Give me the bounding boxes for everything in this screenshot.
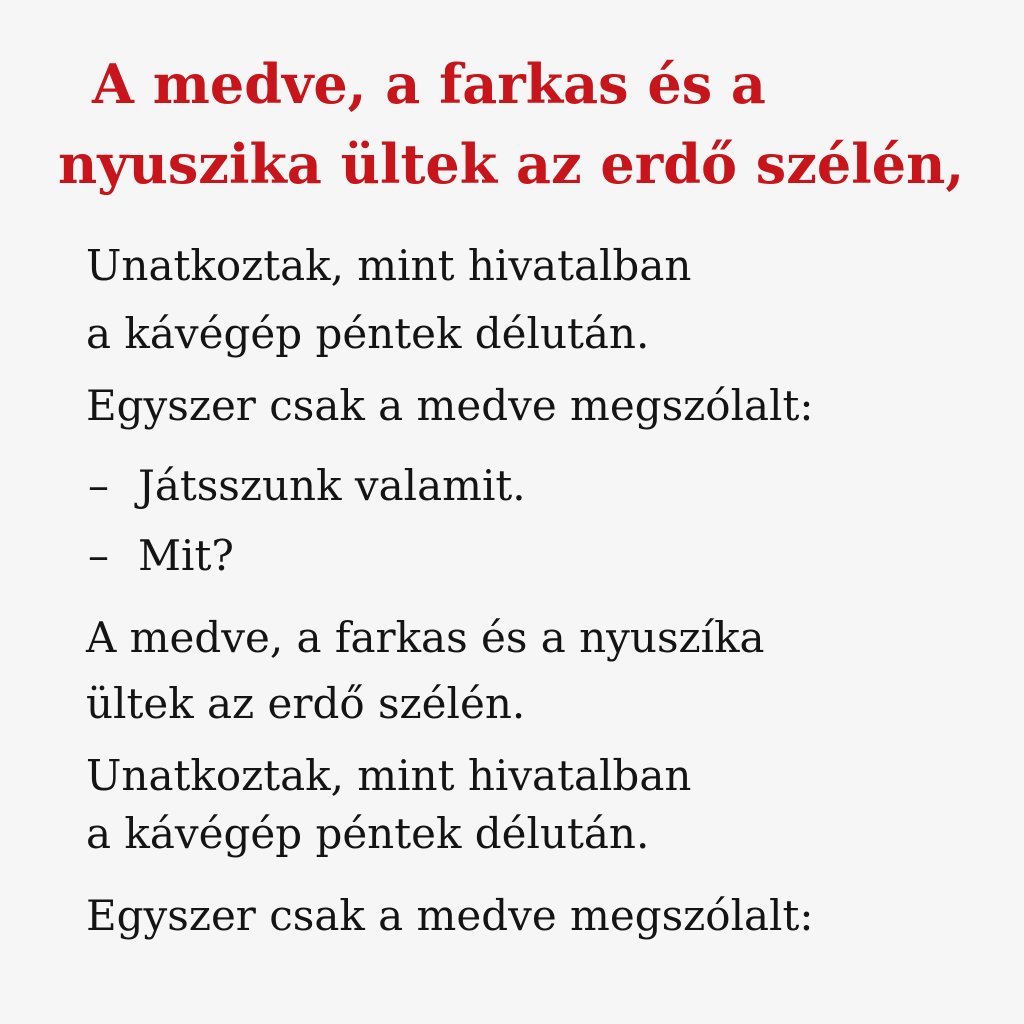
stanza2-line-5: Egyszer csak a medve megszólalt: <box>86 891 814 940</box>
dialogue-dash: – <box>88 531 109 580</box>
stanza1-line-2: a kávégép péntek délután. <box>86 309 650 358</box>
stanza2-line-1: A medve, a farkas és a nyuszíka <box>86 613 765 662</box>
stanza1-line-3: Egyszer csak a medve megszólalt: <box>86 381 814 430</box>
dialogue-text: Mit? <box>138 531 234 580</box>
dialogue-text: Játsszunk valamit. <box>138 461 526 510</box>
stanza2-line-2: ültek az erdő szélén. <box>86 679 526 728</box>
dialogue-line-1 <box>88 458 526 514</box>
stanza2-line-3: Unatkoztak, mint hivatalban <box>86 751 692 800</box>
dialogue-line-2 <box>88 528 234 584</box>
stanza2-line-4: a kávégép péntek délután. <box>86 809 650 858</box>
title-line-2: nyuszika ültek az erdő szélén, <box>58 132 965 196</box>
title-line-1: A medve, a farkas és a <box>92 52 766 116</box>
dialogue-dash: – <box>88 461 109 510</box>
stanza1-line-1: Unatkoztak, mint hivatalban <box>86 241 692 290</box>
